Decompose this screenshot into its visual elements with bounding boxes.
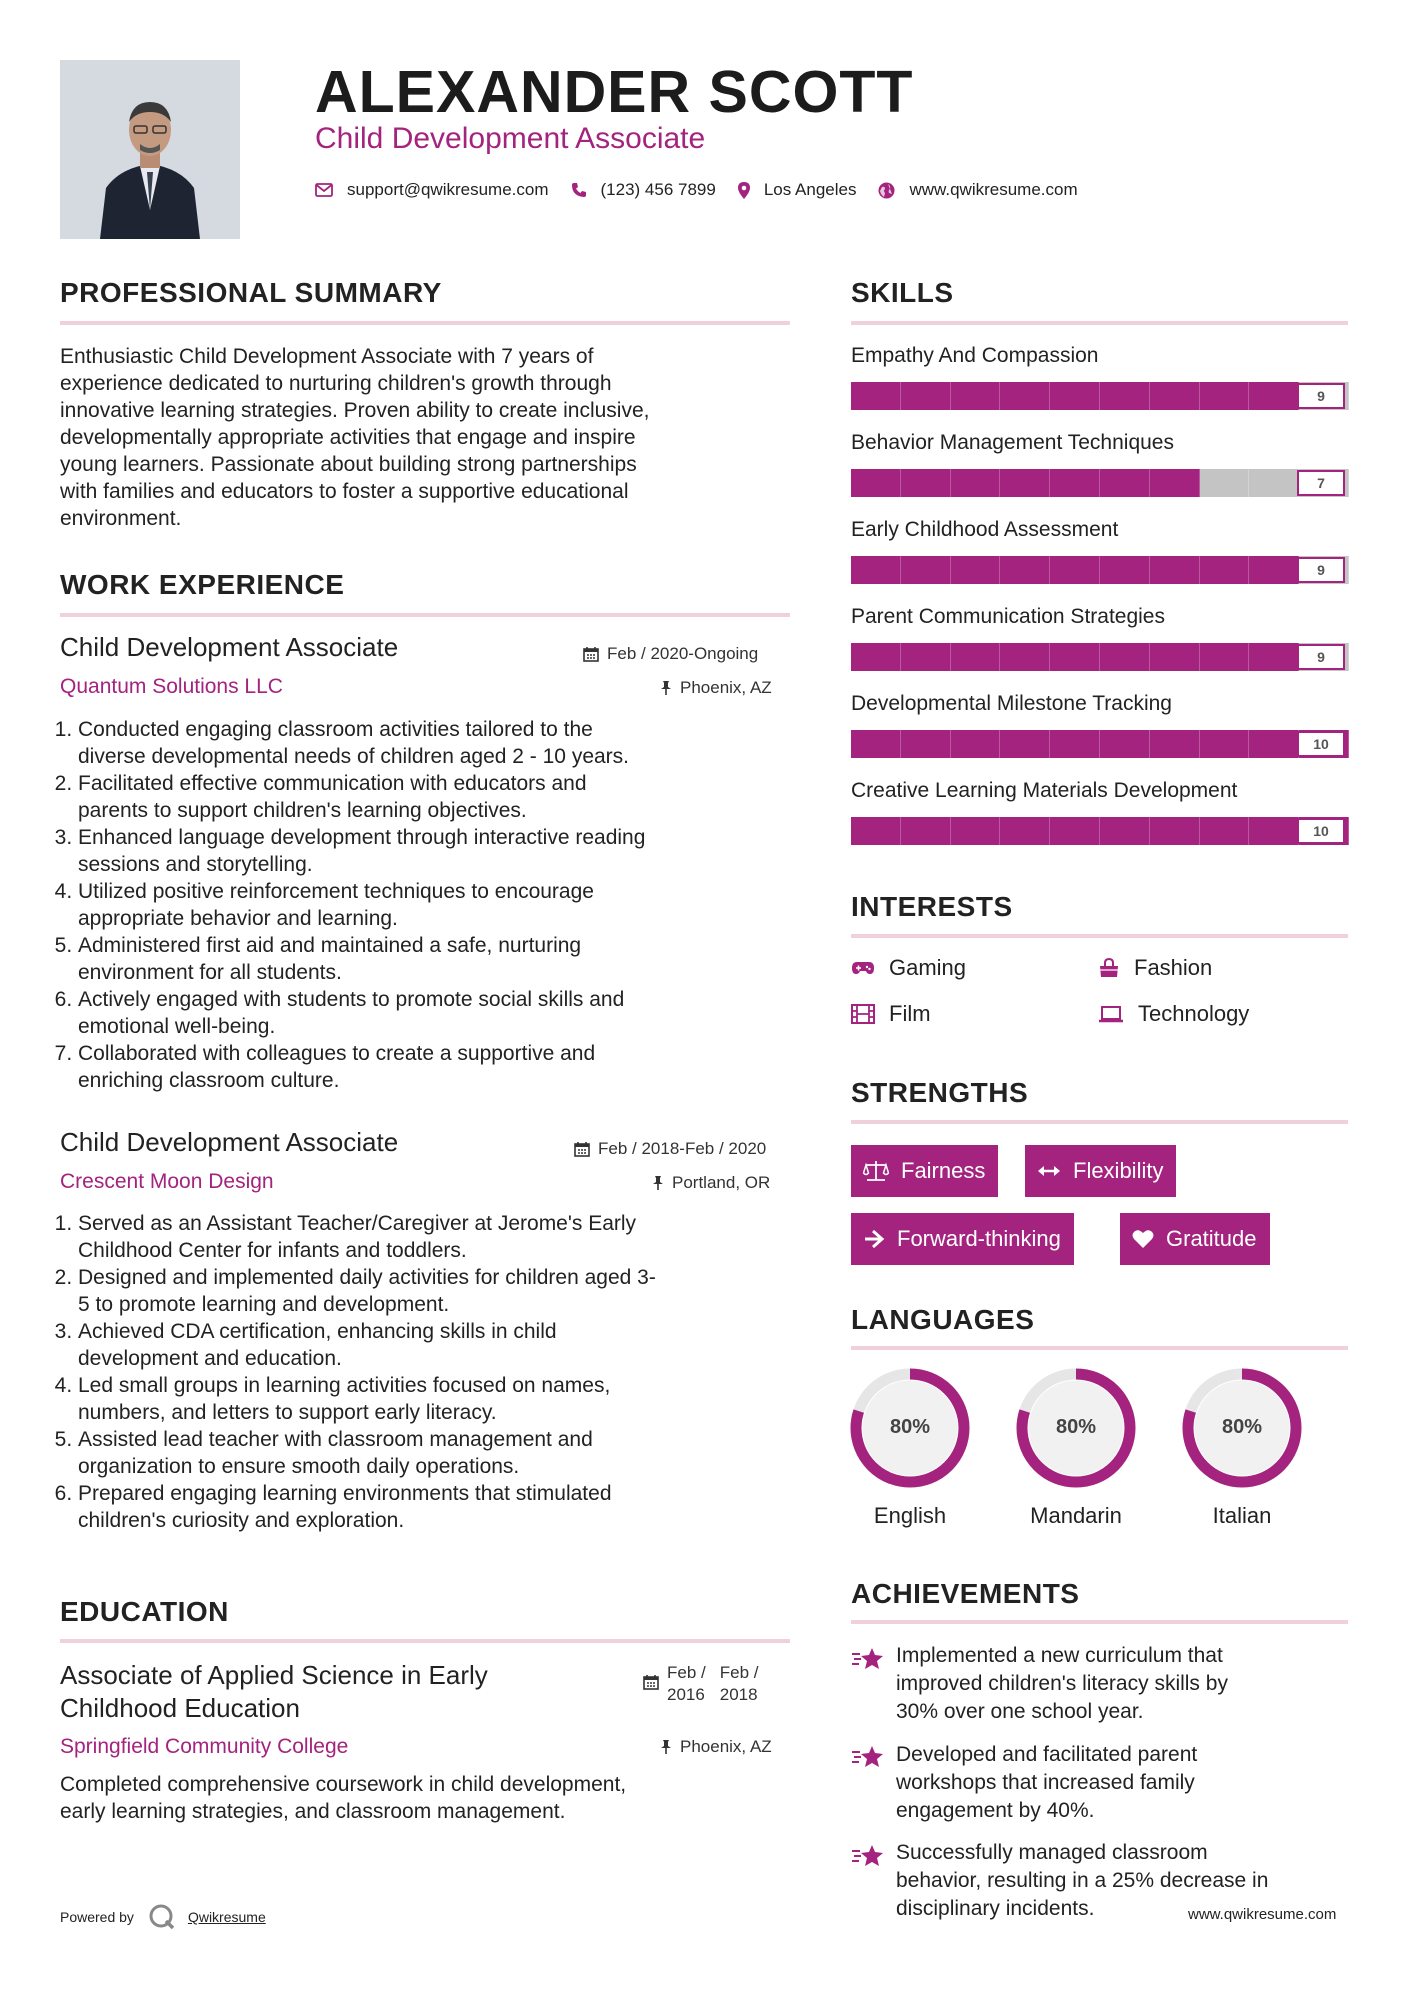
- education-description: [60, 1771, 800, 1825]
- phone-icon: [571, 182, 587, 198]
- duty-item: [78, 1372, 800, 1426]
- skill-bar-filled-segment: [1100, 382, 1150, 410]
- duty-item: [78, 770, 800, 824]
- powered-by: [60, 1903, 266, 1931]
- skill-bar-filled-segment: [951, 469, 1001, 497]
- arrow-right-icon: [863, 1229, 885, 1249]
- skill-rating: 9: [1297, 383, 1345, 409]
- pushpin-icon: [660, 680, 672, 696]
- map-marker-icon: [738, 182, 750, 199]
- duty-item: [78, 1318, 800, 1372]
- achievement-item: [896, 1642, 1356, 1726]
- interest-item: [1098, 1001, 1249, 1027]
- degree-line: Associate of Applied Science in Early: [60, 1660, 488, 1690]
- skill-bar-filled-segment: [1100, 556, 1150, 584]
- skill-bar-filled-segment: [1249, 382, 1299, 410]
- skill-rating: 7: [1297, 470, 1345, 496]
- job-date-text: Feb / 2018-Feb / 2020: [598, 1139, 767, 1158]
- education-end-year: 2018: [719, 1685, 758, 1704]
- skill-bar-filled-segment: [1100, 817, 1150, 845]
- achievement-line: Successfully managed classroom: [896, 1841, 1208, 1864]
- section-divider: [851, 1620, 1348, 1624]
- education-desc-line: Completed comprehensive coursework in child development,: [60, 1773, 627, 1796]
- duty-line: emotional well-being.: [78, 1015, 276, 1038]
- language-percent: 80%: [889, 1416, 931, 1438]
- duty-line: enriching classroom culture.: [78, 1069, 340, 1092]
- achievement-line: behavior, resulting in a 25% decrease in: [896, 1869, 1269, 1892]
- section-divider: [851, 934, 1348, 938]
- summary-line: with families and educators to foster a supportive educational: [60, 480, 629, 503]
- skill-bar-filled-segment: [1150, 817, 1200, 845]
- candidate-title: Child Development Associate: [315, 122, 706, 155]
- skill-bar-filled-segment: [951, 643, 1001, 671]
- degree-line: Childhood Education: [60, 1693, 300, 1723]
- interest-label: Technology: [1138, 1001, 1250, 1026]
- work-heading: WORK EXPERIENCE: [60, 569, 345, 600]
- skill-bar: [851, 817, 1349, 845]
- contact-phone[interactable]: (123) 456 7899: [600, 180, 716, 199]
- duty-item: [78, 878, 800, 932]
- summary-line: Enthusiastic Child Development Associate with 7 years of: [60, 345, 594, 368]
- duty-item: [78, 1480, 800, 1534]
- skill-bar-filled-segment: [1100, 643, 1150, 671]
- skill-bar-filled-segment: [1050, 382, 1100, 410]
- job-title: Child Development Associate: [60, 632, 399, 662]
- skill-bar-filled-segment: [1000, 469, 1050, 497]
- skill-bar-filled-segment: [1150, 382, 1200, 410]
- powered-by-label: Powered by: [60, 1909, 134, 1925]
- achievement-line: Implemented a new curriculum that: [896, 1644, 1223, 1667]
- job-location: [652, 1173, 770, 1193]
- balance-scale-icon: [863, 1160, 889, 1182]
- summary-heading: PROFESSIONAL SUMMARY: [60, 277, 442, 308]
- languages-heading: LANGUAGES: [851, 1304, 1035, 1335]
- duty-line: 1. Served as an Assistant Teacher/Caregiver at Jerome's Early: [78, 1212, 637, 1235]
- arrows-horizontal-icon: [1037, 1164, 1061, 1178]
- skill-bar-filled-segment: [1150, 556, 1200, 584]
- skill-bar-filled-segment: [951, 382, 1001, 410]
- skill-bar: [851, 730, 1349, 758]
- job-company: Quantum Solutions LLC: [60, 675, 283, 698]
- duty-item: [78, 1264, 800, 1318]
- job-location-text: Portland, OR: [672, 1173, 771, 1192]
- skill-bar-filled-segment: [1150, 643, 1200, 671]
- skill-bar-filled-segment: [901, 817, 951, 845]
- duty-line: 6. Prepared engaging learning environments that stimulated: [78, 1482, 612, 1505]
- job-location: [660, 678, 772, 698]
- achievement-line: workshops that increased family: [896, 1771, 1195, 1794]
- language-name: Mandarin: [1030, 1503, 1122, 1528]
- interest-label: Fashion: [1134, 955, 1213, 980]
- skill-bar-filled-segment: [1000, 643, 1050, 671]
- education-location: [660, 1737, 772, 1757]
- skill-bar-filled-segment: [1249, 730, 1299, 758]
- strength-chip: [1025, 1145, 1176, 1197]
- skill-bar-filled-segment: [1200, 382, 1250, 410]
- achievement-line: Developed and facilitated parent: [896, 1743, 1198, 1766]
- skill-bar: [851, 382, 1349, 410]
- duty-line: 7. Collaborated with colleagues to create a supportive and: [78, 1042, 596, 1065]
- skill-name: Parent Communication Strategies: [851, 605, 1165, 628]
- job-title: Child Development Associate: [60, 1127, 399, 1157]
- skill-name: Behavior Management Techniques: [851, 431, 1174, 454]
- skills-heading: SKILLS: [851, 277, 954, 308]
- shooting-star-icon: [851, 1843, 885, 1869]
- skill-bar-filled-segment: [1000, 556, 1050, 584]
- skill-rating: 9: [1297, 644, 1345, 670]
- contact-email[interactable]: support@qwikresume.com: [347, 180, 549, 199]
- skill-bar-filled-segment: [1249, 817, 1299, 845]
- globe-icon: [878, 182, 895, 199]
- interest-item: [1098, 955, 1212, 981]
- skill-bar: [851, 643, 1349, 671]
- laptop-icon: [1098, 1005, 1124, 1023]
- skill-bar-filled-segment: [901, 643, 951, 671]
- contact-location: Los Angeles: [763, 180, 857, 199]
- duty-line: 5 to promote learning and development.: [78, 1293, 450, 1316]
- job-location-text: Phoenix, AZ: [680, 678, 772, 697]
- duty-line: 2. Designed and implemented daily activities for children aged 3-: [78, 1266, 656, 1289]
- skill-bar-filled-segment: [901, 469, 951, 497]
- contact-bar: [315, 180, 1100, 200]
- skill-rating: 10: [1297, 818, 1345, 844]
- skill-bar-filled-segment: [1000, 382, 1050, 410]
- duty-line: 3. Enhanced language development through interactive reading: [78, 826, 646, 849]
- job-duties: [60, 716, 800, 1094]
- skill-bar-filled-segment: [851, 382, 901, 410]
- duty-line: parents to support children's learning objectives.: [78, 799, 527, 822]
- skill-bar-filled-segment: [851, 643, 901, 671]
- strengths-heading: STRENGTHS: [851, 1077, 1029, 1108]
- strength-chip: [851, 1145, 998, 1197]
- interest-item: [851, 1001, 931, 1027]
- job-company: Crescent Moon Design: [60, 1170, 274, 1193]
- skill-rating: 10: [1297, 731, 1345, 757]
- job-duties: [60, 1210, 800, 1534]
- skill-bar-filled-segment: [1000, 730, 1050, 758]
- skill-bar-filled-segment: [1150, 469, 1200, 497]
- duty-item: [78, 1210, 800, 1264]
- strength-chip: [851, 1213, 1074, 1265]
- film-icon: [851, 1004, 875, 1024]
- duty-line: organization to ensure smooth daily operations.: [78, 1455, 520, 1478]
- duty-item: [78, 932, 800, 986]
- duty-line: 5. Assisted lead teacher with classroom management and: [78, 1428, 593, 1451]
- skill-bar-filled-segment: [951, 730, 1001, 758]
- strength-label: Gratitude: [1166, 1226, 1257, 1251]
- summary-line: experience dedicated to nurturing children's growth through: [60, 372, 612, 395]
- section-divider: [851, 1346, 1348, 1350]
- education-desc-line: early learning strategies, and classroom management.: [60, 1800, 566, 1823]
- profile-photo: [60, 60, 240, 239]
- skill-rating: 9: [1297, 557, 1345, 583]
- skill-bar-filled-segment: [1249, 643, 1299, 671]
- section-divider: [60, 613, 790, 617]
- duty-line: sessions and storytelling.: [78, 853, 313, 876]
- skill-bar-filled-segment: [851, 469, 901, 497]
- skill-bar-filled-segment: [851, 817, 901, 845]
- duty-line: 4. Led small groups in learning activities focused on names,: [78, 1374, 611, 1397]
- achievements-heading: ACHIEVEMENTS: [851, 1578, 1080, 1609]
- summary-text: [60, 343, 800, 532]
- duty-line: 4. Utilized positive reinforcement techniques to encourage: [78, 880, 594, 903]
- calendar-icon: [583, 646, 599, 662]
- language-percent: 80%: [1221, 1416, 1263, 1438]
- skill-bar-empty-segment: [1249, 469, 1299, 497]
- achievement-line: disciplinary incidents.: [896, 1897, 1095, 1920]
- skill-bar-filled-segment: [1050, 817, 1100, 845]
- footer-website[interactable]: www.qwikresume.com: [1188, 1906, 1337, 1923]
- job-date: [583, 644, 758, 664]
- calendar-icon: [574, 1141, 590, 1157]
- skill-bar-filled-segment: [1050, 730, 1100, 758]
- education-start: [667, 1662, 706, 1706]
- duty-line: numbers, and letters to support early literacy.: [78, 1401, 497, 1424]
- skill-bar-filled-segment: [901, 730, 951, 758]
- duty-line: Childhood Center for infants and toddlers.: [78, 1239, 467, 1262]
- interest-label: Gaming: [889, 955, 967, 980]
- summary-line: innovative learning strategies. Proven ability to create inclusive,: [60, 399, 650, 422]
- job-date: [574, 1139, 766, 1159]
- qwikresume-link[interactable]: Qwikresume: [187, 1909, 266, 1925]
- skill-bar-filled-segment: [1000, 817, 1050, 845]
- skill-bar-filled-segment: [1200, 817, 1250, 845]
- duty-line: development and education.: [78, 1347, 342, 1370]
- shooting-star-icon: [851, 1744, 885, 1770]
- section-divider: [60, 1639, 790, 1643]
- duty-line: 1. Conducted engaging classroom activities tailored to the: [78, 718, 593, 741]
- skill-bar-filled-segment: [851, 556, 901, 584]
- duty-item: [78, 716, 800, 770]
- language-name: Italian: [1212, 1503, 1272, 1528]
- education-location-text: Phoenix, AZ: [680, 1737, 772, 1756]
- envelope-icon: [315, 183, 333, 197]
- skill-bar-filled-segment: [1200, 556, 1250, 584]
- skill-bar: [851, 556, 1349, 584]
- section-divider: [851, 1120, 1348, 1124]
- skill-bar-filled-segment: [1100, 730, 1150, 758]
- interest-item: [851, 955, 966, 981]
- skill-bar-filled-segment: [1150, 730, 1200, 758]
- gamepad-icon: [851, 960, 875, 976]
- education-school: Springfield Community College: [60, 1735, 349, 1758]
- education-date: [643, 1662, 759, 1706]
- duty-item: [78, 1426, 800, 1480]
- skill-bar-filled-segment: [951, 556, 1001, 584]
- skill-name: Early Childhood Assessment: [851, 518, 1119, 541]
- language-name: English: [873, 1503, 947, 1528]
- summary-line: environment.: [60, 507, 182, 530]
- interests-heading: INTERESTS: [851, 891, 1013, 922]
- skill-bar-filled-segment: [901, 382, 951, 410]
- shooting-star-icon: [851, 1646, 885, 1672]
- achievement-line: improved children's literacy skills by: [896, 1672, 1228, 1695]
- calendar-icon: [643, 1674, 659, 1690]
- education-start-year: 2016: [667, 1685, 705, 1704]
- section-divider: [851, 321, 1348, 325]
- duty-line: appropriate behavior and learning.: [78, 907, 398, 930]
- duty-item: [78, 986, 800, 1040]
- section-divider: [60, 321, 790, 325]
- skill-bar-filled-segment: [1050, 556, 1100, 584]
- skill-bar-filled-segment: [1249, 556, 1299, 584]
- duty-line: 5. Administered first aid and maintained a safe, nurturing: [78, 934, 582, 957]
- skill-bar-filled-segment: [1200, 643, 1250, 671]
- duty-line: 3. Achieved CDA certification, enhancing skills in child: [78, 1320, 557, 1343]
- heart-icon: [1132, 1229, 1154, 1249]
- summary-line: developmentally appropriate activities that engage and inspire: [60, 426, 636, 449]
- skill-bar-filled-segment: [951, 817, 1001, 845]
- skill-name: Creative Learning Materials Development: [851, 779, 1238, 802]
- strength-chip: [1120, 1213, 1270, 1265]
- interest-label: Film: [889, 1001, 931, 1026]
- strength-label: Flexibility: [1073, 1158, 1164, 1183]
- pushpin-icon: [652, 1175, 664, 1191]
- education-heading: EDUCATION: [60, 1596, 229, 1627]
- job-date-text: Feb / 2020-Ongoing: [607, 644, 759, 663]
- education-end-month: Feb /: [719, 1663, 759, 1682]
- shopping-bag-icon: [1098, 958, 1120, 978]
- duty-line: 6. Actively engaged with students to promote social skills and: [78, 988, 625, 1011]
- skill-bar-filled-segment: [851, 730, 901, 758]
- duty-item: [78, 824, 800, 878]
- summary-line: young learners. Passionate about building strong partnerships: [60, 453, 637, 476]
- skill-bar: [851, 469, 1349, 497]
- duty-item: [78, 1040, 800, 1094]
- skill-name: Developmental Milestone Tracking: [851, 692, 1172, 715]
- skill-bar-empty-segment: [1200, 469, 1250, 497]
- duty-line: diverse developmental needs of children aged 2 - 10 years.: [78, 745, 630, 768]
- strength-label: Fairness: [901, 1158, 986, 1183]
- duty-line: children's curiosity and exploration.: [78, 1509, 405, 1532]
- skill-bar-filled-segment: [1100, 469, 1150, 497]
- skill-name: Empathy And Compassion: [851, 344, 1099, 367]
- duty-line: environment for all students.: [78, 961, 342, 984]
- degree-title: [60, 1659, 488, 1725]
- strength-label: Forward-thinking: [897, 1226, 1061, 1251]
- education-end: [720, 1662, 759, 1706]
- achievement-line: 30% over one school year.: [896, 1700, 1144, 1723]
- skill-bar-filled-segment: [1200, 730, 1250, 758]
- achievement-line: engagement by 40%.: [896, 1799, 1095, 1822]
- candidate-name: ALEXANDER SCOTT: [315, 59, 914, 125]
- contact-website[interactable]: www.qwikresume.com: [909, 180, 1078, 199]
- education-start-month: Feb /: [667, 1663, 706, 1682]
- skill-bar-filled-segment: [901, 556, 951, 584]
- language-percent: 80%: [1055, 1416, 1097, 1438]
- qwikresume-logo-icon: [148, 1903, 176, 1931]
- duty-line: 2. Facilitated effective communication with educators and: [78, 772, 587, 795]
- skill-bar-filled-segment: [1050, 643, 1100, 671]
- pushpin-icon: [660, 1739, 672, 1755]
- skill-bar-filled-segment: [1050, 469, 1100, 497]
- achievement-item: [896, 1741, 1356, 1825]
